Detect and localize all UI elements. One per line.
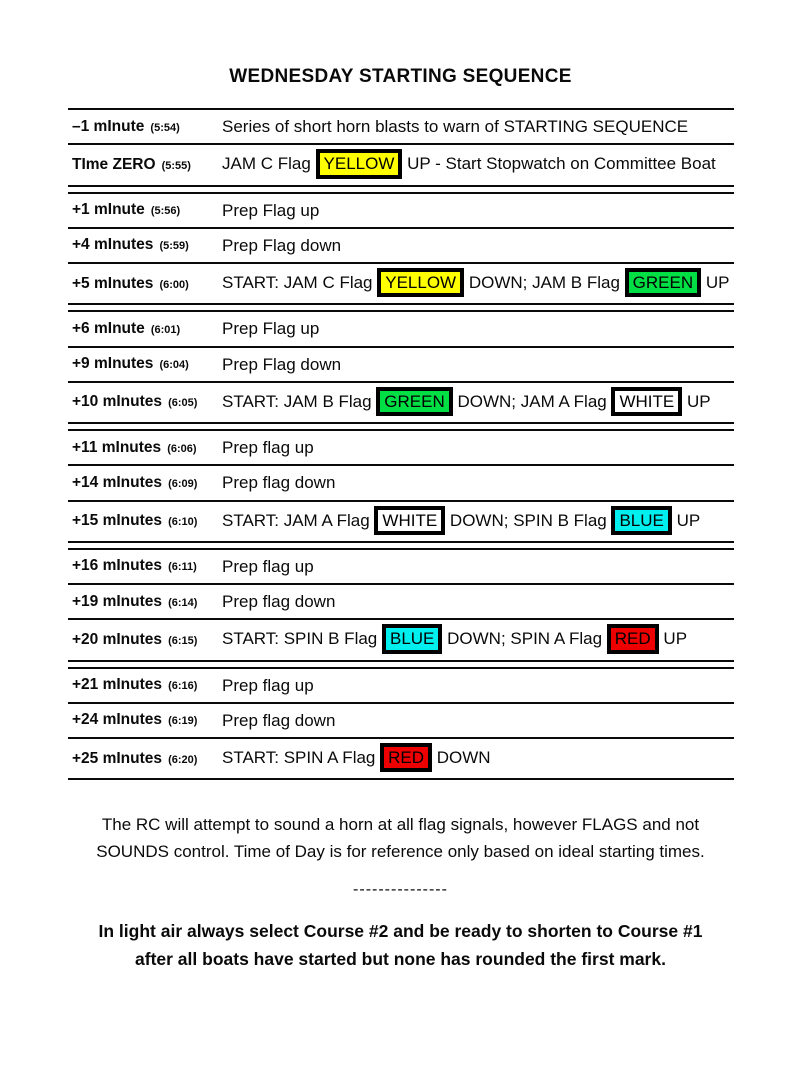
flag-chip-white: WHITE xyxy=(374,506,445,535)
description-text: UP xyxy=(682,391,711,411)
starting-sequence-table xyxy=(68,108,734,780)
flag-chip-red: RED xyxy=(380,743,432,772)
description-cell xyxy=(222,318,734,339)
table-row xyxy=(68,550,734,583)
time-label-cell xyxy=(68,320,222,338)
offset-label: +1 mInute xyxy=(72,201,145,219)
table-row xyxy=(68,227,734,262)
table-row xyxy=(68,702,734,737)
description-text: UP - Start Stopwatch on Committee Boat xyxy=(402,154,716,174)
clock-time: (6:10) xyxy=(165,516,198,529)
offset-label: +5 mInutes xyxy=(72,274,154,292)
description-text: Prep flag down xyxy=(222,473,336,493)
description-text: Prep flag up xyxy=(222,675,314,695)
table-row xyxy=(68,500,734,541)
description-text: DOWN xyxy=(432,748,491,768)
description-cell xyxy=(222,354,734,375)
time-label-cell xyxy=(68,236,222,254)
description-text: START: JAM B Flag xyxy=(222,391,377,411)
description-text: Prep flag down xyxy=(222,592,336,611)
table-row xyxy=(68,381,734,422)
description-cell xyxy=(222,270,734,297)
offset-label: +6 mInute xyxy=(72,319,145,337)
description-cell xyxy=(222,626,734,653)
row-group xyxy=(68,667,734,781)
row-group xyxy=(68,108,734,187)
description-cell xyxy=(222,235,734,256)
clock-time: (5:56) xyxy=(147,205,181,218)
description-cell xyxy=(222,200,734,221)
table-row xyxy=(68,346,734,381)
row-group xyxy=(68,192,734,306)
description-text: Prep Flag down xyxy=(222,354,342,374)
offset-label: –1 mInute xyxy=(72,117,145,135)
description-text: Series of short horn blasts to warn of STARTING SEQUENCE xyxy=(222,117,689,136)
note-paragraph xyxy=(41,812,761,865)
offset-label: +4 mInutes xyxy=(72,236,154,254)
flag-chip-yellow: YELLOW xyxy=(377,268,464,297)
offset-label: +10 mInutes xyxy=(72,393,163,411)
table-row xyxy=(68,143,734,184)
description-text: DOWN; SPIN A Flag xyxy=(442,629,607,649)
description-text: Prep flag down xyxy=(222,710,336,730)
description-text: UP xyxy=(671,510,701,530)
description-cell xyxy=(222,556,734,577)
time-label-cell xyxy=(68,593,222,611)
offset-label: +11 mInutes xyxy=(72,438,162,456)
description-cell xyxy=(222,472,734,493)
clock-time: (5:59) xyxy=(156,240,189,253)
time-label-cell xyxy=(68,676,222,694)
clock-time: (6:19) xyxy=(165,715,198,728)
clock-time: (6:06) xyxy=(164,442,197,455)
table-row xyxy=(68,262,734,303)
offset-label: TIme ZERO xyxy=(72,155,156,173)
description-text: JAM C Flag xyxy=(222,154,316,174)
clock-time: (6:14) xyxy=(165,596,198,609)
description-text: START: JAM C Flag xyxy=(222,273,378,293)
clock-time: (6:01) xyxy=(147,323,181,336)
clock-time: (6:16) xyxy=(165,680,198,693)
description-cell xyxy=(222,508,734,535)
time-label-cell xyxy=(68,512,222,530)
clock-time: (6:04) xyxy=(156,359,189,372)
description-text: Prep flag up xyxy=(222,438,314,457)
table-row xyxy=(68,431,734,464)
clock-time: (5:55) xyxy=(158,159,191,172)
description-cell xyxy=(222,675,734,696)
advice-line-2: after all boats have started but none has rounded the first mark. xyxy=(135,948,666,969)
offset-label: +20 mInutes xyxy=(72,630,163,648)
description-cell xyxy=(222,591,734,612)
clock-time: (6:11) xyxy=(165,561,197,574)
description-text: DOWN; JAM A Flag xyxy=(452,391,612,411)
table-row xyxy=(68,194,734,227)
flag-chip-red: RED xyxy=(607,624,659,653)
time-label-cell xyxy=(68,439,222,457)
description-text: DOWN; JAM B Flag xyxy=(464,273,625,293)
time-label-cell xyxy=(68,557,222,575)
table-row xyxy=(68,669,734,702)
row-group xyxy=(68,548,734,662)
time-label-cell xyxy=(68,750,222,768)
flag-chip-green: GREEN xyxy=(625,268,701,297)
table-row xyxy=(68,312,734,345)
divider-dashes: --------------- xyxy=(353,880,448,898)
page xyxy=(0,66,801,1090)
description-text: START: JAM A Flag xyxy=(222,510,375,530)
clock-time: (5:54) xyxy=(147,121,180,134)
flag-chip-green: GREEN xyxy=(376,387,452,416)
note-line-1: The RC will attempt to sound a horn at all flag signals, however FLAGS and not xyxy=(101,815,700,835)
table-row xyxy=(68,618,734,659)
offset-label: +24 mInutes xyxy=(72,711,163,729)
description-cell xyxy=(222,710,734,731)
offset-label: +15 mInutes xyxy=(72,512,163,530)
clock-time: (6:05) xyxy=(165,397,198,410)
description-cell xyxy=(222,151,734,178)
description-text: UP xyxy=(701,273,730,293)
flag-chip-blue: BLUE xyxy=(382,624,442,653)
offset-label: +14 mInutes xyxy=(72,473,163,491)
description-cell xyxy=(222,745,734,772)
time-label-cell xyxy=(68,631,222,649)
description-text: Prep flag up xyxy=(222,556,314,576)
flag-chip-blue: BLUE xyxy=(611,506,671,535)
offset-label: +19 mInutes xyxy=(72,592,163,610)
time-label-cell xyxy=(68,275,222,293)
offset-label: +25 mInutes xyxy=(72,749,163,767)
advice-paragraph xyxy=(51,917,751,973)
description-text: START: SPIN A Flag xyxy=(222,748,381,768)
time-label-cell xyxy=(68,355,222,373)
time-label-cell xyxy=(68,156,222,174)
offset-label: +9 mInutes xyxy=(72,355,154,373)
time-label-cell xyxy=(68,474,222,492)
table-row xyxy=(68,583,734,618)
description-text: DOWN; SPIN B Flag xyxy=(445,510,612,530)
clock-time: (6:15) xyxy=(165,634,198,647)
offset-label: +16 mInutes xyxy=(72,557,163,575)
time-label-cell xyxy=(68,201,222,219)
time-label-cell xyxy=(68,393,222,411)
row-group xyxy=(68,310,734,424)
page-title: WEDNESDAY STARTING SEQUENCE xyxy=(229,66,572,87)
clock-time: (6:09) xyxy=(165,477,198,490)
flag-chip-white: WHITE xyxy=(611,387,682,416)
note-line-2: SOUNDS control. Time of Day is for reference only based on ideal starting times. xyxy=(96,841,705,861)
description-cell xyxy=(222,116,734,137)
table-row xyxy=(68,110,734,143)
footer xyxy=(0,812,801,973)
row-group xyxy=(68,429,734,543)
table-row xyxy=(68,737,734,778)
clock-time: (6:00) xyxy=(156,278,189,291)
description-text: Prep Flag up xyxy=(222,200,320,220)
description-cell xyxy=(222,437,734,458)
description-text: Prep Flag up xyxy=(222,319,320,339)
description-text: Prep Flag down xyxy=(222,235,342,255)
description-cell xyxy=(222,389,734,416)
description-text: UP xyxy=(658,629,688,649)
time-label-cell xyxy=(68,118,222,136)
time-label-cell xyxy=(68,711,222,729)
advice-line-1: In light air always select Course #2 and be ready to shorten to Course #1 xyxy=(98,920,703,941)
offset-label: +21 mInutes xyxy=(72,676,163,694)
description-text: START: SPIN B Flag xyxy=(222,629,382,649)
clock-time: (6:20) xyxy=(165,753,198,766)
flag-chip-yellow: YELLOW xyxy=(316,149,403,178)
table-row xyxy=(68,464,734,499)
